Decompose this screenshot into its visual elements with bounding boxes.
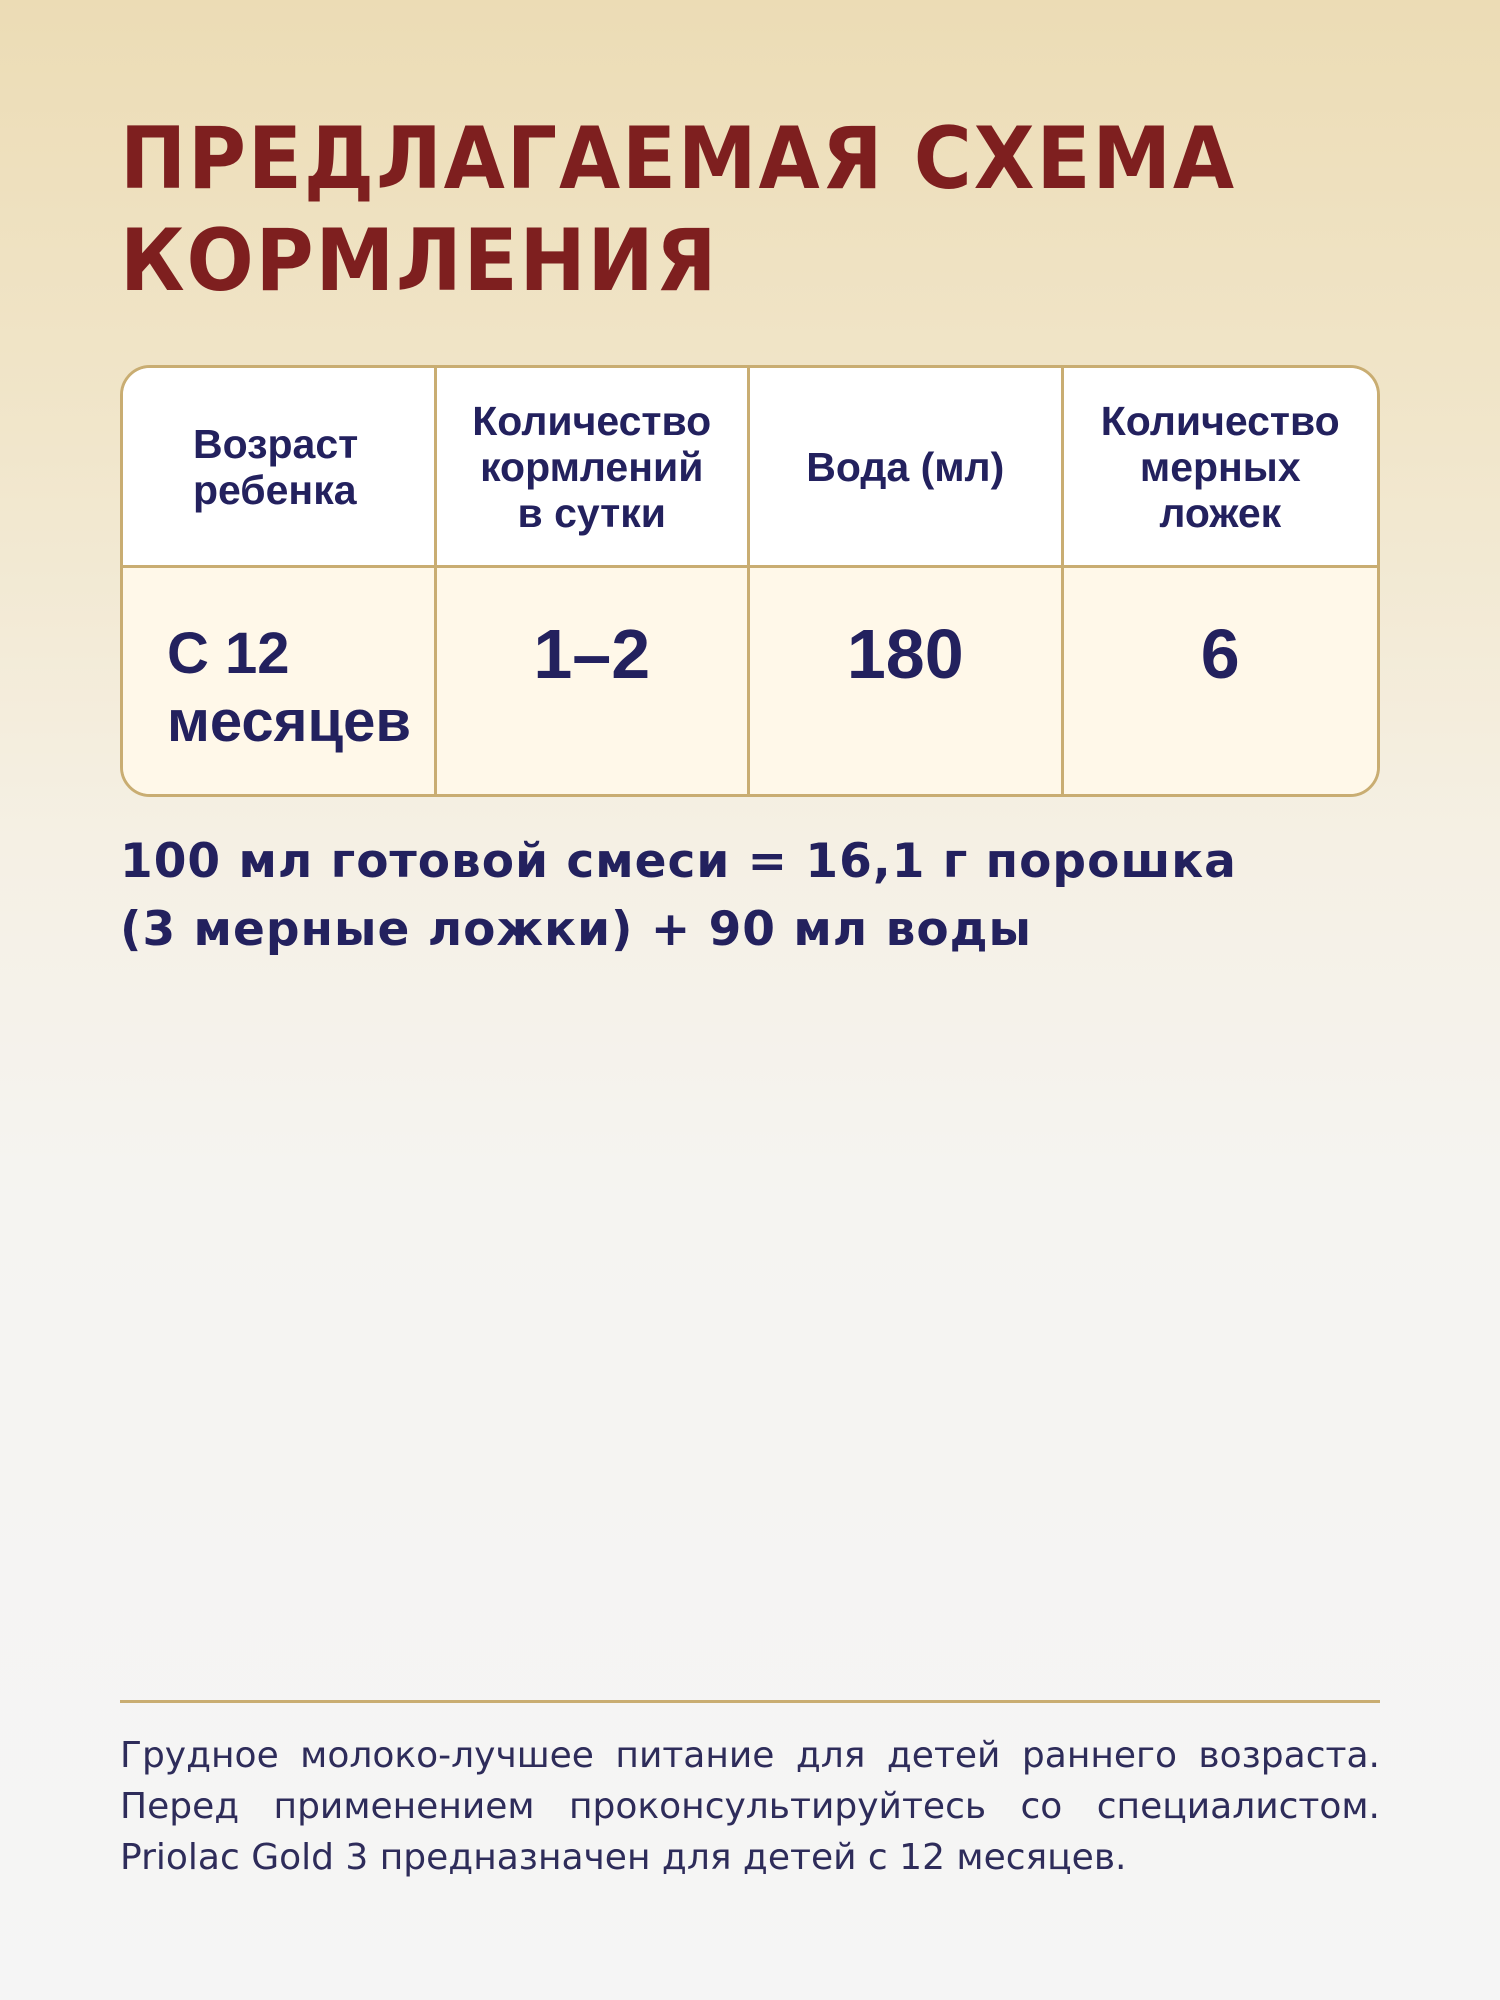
feeding-table: [120, 365, 1380, 797]
header-feedings-per-day: Количество кормлений в сутки: [437, 368, 751, 565]
header-age: Возраст ребенка: [123, 368, 437, 565]
cell-scoops: 6: [1200, 615, 1240, 693]
divider: [120, 1700, 1380, 1703]
cell-water: 180: [750, 568, 1064, 794]
cell-feedings-per-day: 1–2: [437, 568, 751, 794]
cell-age: С 12 месяцев: [123, 568, 437, 794]
table-row: [123, 568, 1377, 794]
header-scoops: Количество мерных ложек: [1100, 397, 1340, 536]
header-water: Вода (мл): [750, 368, 1064, 565]
disclaimer-text: Грудное молоко-лучшее питание для детей раннего возраста. Перед применением проконсультируйтесь со специалистом. Priolac Gold 3 предназначен для детей с 12 месяцев.: [120, 1735, 1380, 1878]
table-header-row: [123, 368, 1377, 568]
preparation-formula: 100 мл готовой смеси = 16,1 г порошка (3 мерные ложки) + 90 мл воды: [120, 834, 1237, 957]
page-title: ПРЕДЛАГАЕМАЯ СХЕМА КОРМЛЕНИЯ: [120, 109, 1237, 311]
